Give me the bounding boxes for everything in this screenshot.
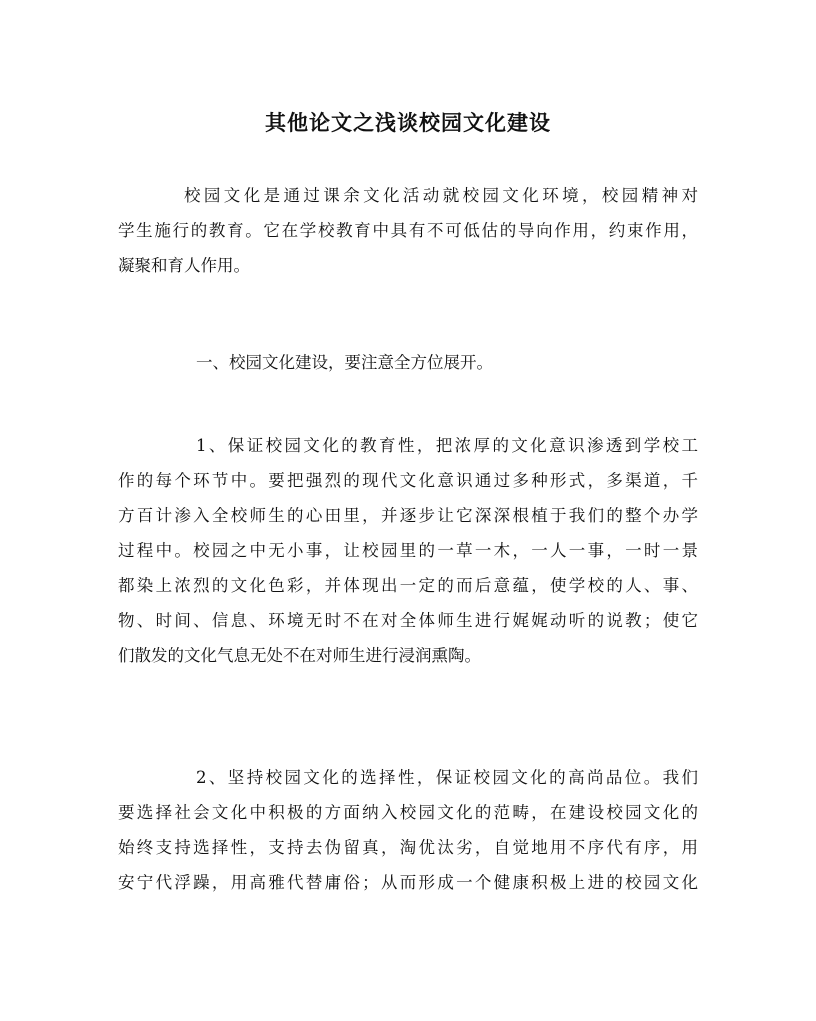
section-heading-1 [118, 345, 698, 380]
paragraph-line: 学生施行的教育。它在学校教育中具有不可低估的导向作用，约束作用， [118, 221, 698, 240]
document-title: 其他论文之浅谈校园文化建设 [265, 110, 551, 135]
paragraph-point-2 [118, 760, 698, 900]
paragraph-line: 方百计渗入全校师生的心田里，并逐步让它深深根植于我们的整个办学 [118, 506, 698, 525]
paragraph-intro [118, 178, 698, 283]
paragraph-line: 们散发的文化气息无处不在对师生进行浸润熏陶。 [118, 646, 481, 665]
paragraph-line: 校园文化是通过课余文化活动就校园文化环境，校园精神对 [184, 186, 698, 205]
paragraph-line: 1、保证校园文化的教育性，把浓厚的文化意识渗透到学校工 [196, 436, 698, 455]
paragraph-line: 要选择社会文化中积极的方面纳入校园文化的范畴，在建设校园文化的 [118, 803, 698, 822]
paragraph-line: 都染上浓烈的文化色彩，并体现出一定的而后意蕴，使学校的人、事、 [118, 576, 698, 595]
paragraph-point-1 [118, 428, 698, 673]
paragraph-line: 安宁代浮躁，用高雅代替庸俗；从而形成一个健康积极上进的校园文化 [118, 873, 698, 892]
paragraph-line: 2、坚持校园文化的选择性，保证校园文化的高尚品位。我们 [196, 768, 698, 787]
paragraph-line: 凝聚和育人作用。 [118, 256, 250, 275]
paragraph-line: 作的每个环节中。要把强烈的现代文化意识通过多种形式，多渠道，千 [118, 471, 698, 490]
paragraph-line: 始终支持选择性，支持去伪留真，淘优汰劣，自觉地用不序代有序，用 [118, 838, 698, 857]
paragraph-line: 物、时间、信息、环境无时不在对全体师生进行娓娓动听的说教；使它 [118, 611, 698, 630]
section-heading-text: 一、校园文化建设，要注意全方位展开。 [196, 353, 493, 372]
paragraph-line: 过程中。校园之中无小事，让校园里的一草一木，一人一事，一时一景 [118, 541, 698, 560]
